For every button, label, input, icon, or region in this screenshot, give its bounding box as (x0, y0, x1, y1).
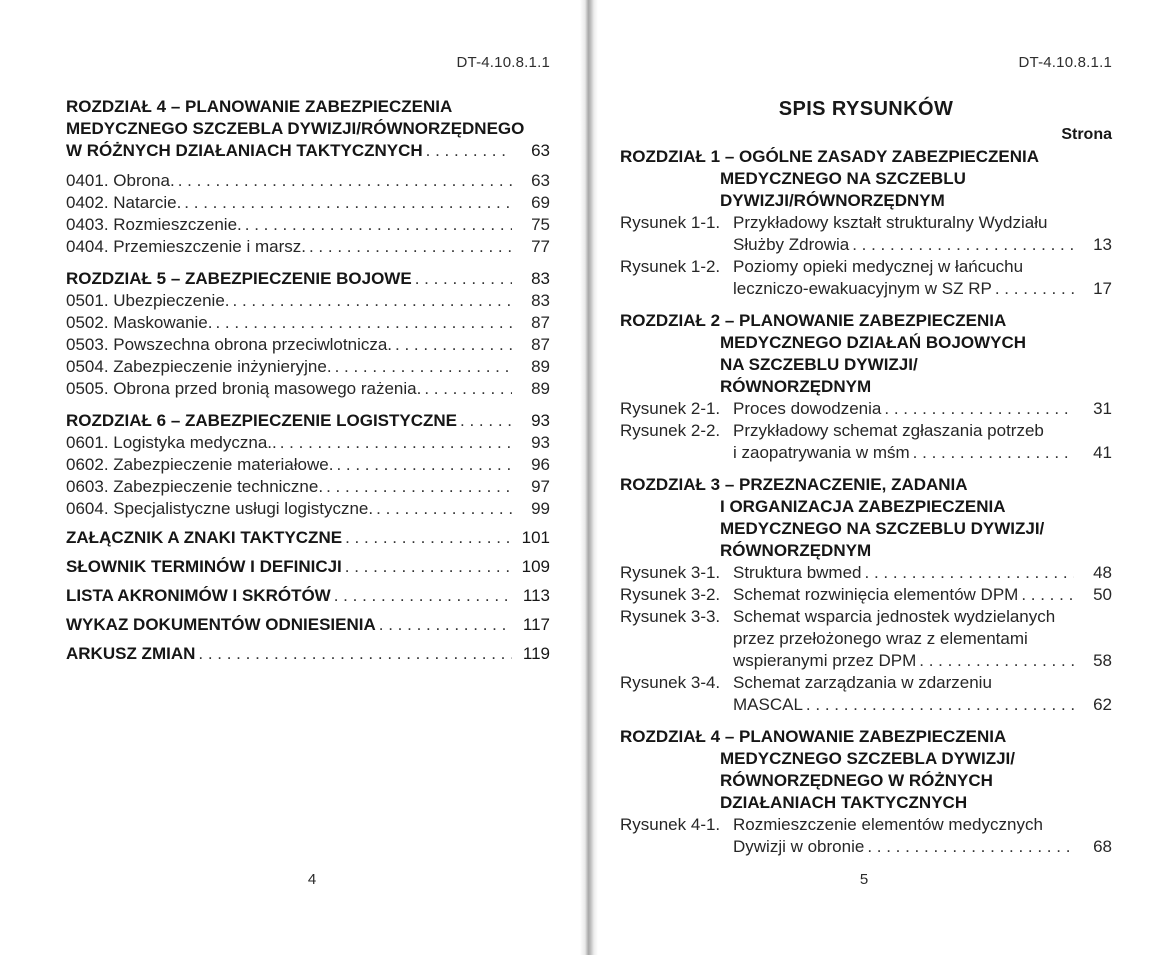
page-ref: 83 (531, 269, 550, 288)
entry-text: 0503. Powszechna obrona przeciwlotnicza. (66, 335, 393, 354)
page-ref: 62 (1093, 695, 1112, 714)
page-ref: 41 (1093, 443, 1112, 462)
page-ref: 31 (1093, 399, 1112, 418)
heading-line: ZAŁĄCZNIK A ZNAKI TAKTYCZNE (66, 528, 343, 547)
toc-glossary (66, 556, 550, 578)
page-ref: 13 (1093, 235, 1112, 254)
heading-line: DYWIZJI/RÓWNORZĘDNYM (720, 191, 945, 210)
dot-leader (395, 334, 512, 356)
entry-text: 0402. Natarcie. (66, 193, 182, 212)
lof-chapter-1-heading (620, 146, 1112, 212)
page-ref: 99 (531, 499, 550, 518)
figure-caption-line: MASCAL (733, 695, 803, 714)
lof-chapter-3-heading (620, 474, 1112, 562)
heading-line: LISTA AKRONIMÓW I SKRÓTÓW (66, 586, 331, 605)
figure-label: Rysunek 1-2. (620, 257, 721, 276)
dot-leader (334, 585, 512, 607)
figure-entry-4-1 (620, 814, 1112, 858)
figure-label: Rysunek 1-1. (620, 213, 721, 232)
page-ref: 68 (1093, 837, 1112, 856)
heading-line: MEDYCZNEGO NA SZCZEBLU (720, 169, 966, 188)
toc-entry-0504 (66, 356, 550, 378)
figure-caption-line: Poziomy opieki medycznej w łańcuchu (733, 257, 1024, 276)
dot-leader (806, 694, 1074, 716)
entry-text: 0401. Obrona. (66, 171, 175, 190)
toc-entry-0403 (66, 214, 550, 236)
entry-text: 0604. Specjalistyczne usługi logistyczne. (66, 499, 374, 518)
toc-entry-0602 (66, 454, 550, 476)
toc-change-sheet (66, 643, 550, 665)
figure-entry-2-2 (620, 420, 1112, 464)
figure-caption-line: Proces dowodzenia (733, 399, 882, 418)
dot-leader (184, 192, 512, 214)
figure-label: Rysunek 3-1. (620, 563, 721, 582)
page-ref: 75 (531, 215, 550, 234)
page-ref: 101 (521, 528, 550, 547)
heading-line: MEDYCZNEGO SZCZEBLA DYWIZJI/RÓWNORZĘDNEGO (66, 119, 525, 138)
heading-line: I ORGANIZACJA ZABEZPIECZENIA (720, 497, 1006, 516)
toc-entry-0601 (66, 432, 550, 454)
figure-caption-line: wspieranymi przez DPM (733, 651, 917, 670)
table-of-contents (66, 96, 550, 665)
entry-text: 0602. Zabezpieczenie materiałowe. (66, 455, 334, 474)
dot-leader (326, 476, 512, 498)
heading-line: MEDYCZNEGO NA SZCZEBLU DYWIZJI/ (720, 519, 1045, 538)
figure-entry-3-1 (620, 562, 1112, 584)
dot-leader (884, 398, 1074, 420)
document-code: DT-4.10.8.1.1 (456, 54, 550, 71)
figure-entry-1-1 (620, 212, 1112, 256)
toc-entry-0502 (66, 312, 550, 334)
figure-caption-line: przez przełożonego wraz z elementami (733, 629, 1028, 648)
figure-caption-line: Schemat rozwinięcia elementów DPM (733, 585, 1019, 604)
dot-leader (852, 234, 1074, 256)
figure-caption-line: Schemat zarządzania w zdarzeniu (733, 673, 992, 692)
page-ref: 93 (531, 411, 550, 430)
dot-leader (309, 236, 512, 258)
figure-entry-3-2 (620, 584, 1112, 606)
page-ref: 117 (522, 615, 550, 634)
dot-leader (867, 836, 1074, 858)
heading-line: ROZDZIAŁ 5 – ZABEZPIECZENIE BOJOWE (66, 269, 412, 288)
figure-label: Rysunek 4-1. (620, 815, 721, 834)
figure-caption-line: Służby Zdrowia (733, 235, 850, 254)
figure-label: Rysunek 2-1. (620, 399, 721, 418)
page-ref: 96 (531, 455, 550, 474)
dot-leader (919, 650, 1074, 672)
page-ref: 89 (531, 379, 550, 398)
heading-line: ROZDZIAŁ 4 – PLANOWANIE ZABEZPIECZENIA (620, 727, 1007, 746)
figure-caption-line: Rozmieszczenie elementów medycznych (733, 815, 1043, 834)
dot-leader (460, 410, 512, 432)
page-ref: 87 (531, 313, 550, 332)
entry-text: 0404. Przemieszczenie i marsz. (66, 237, 306, 256)
figure-label: Rysunek 3-4. (620, 673, 721, 692)
toc-chapter-5-heading (66, 268, 550, 290)
heading-line: DZIAŁANIACH TAKTYCZNYCH (720, 793, 968, 812)
heading-line: ROZDZIAŁ 3 – PRZEZNACZENIE, ZADANIA (620, 475, 968, 494)
dot-leader (379, 614, 512, 636)
heading-line: NA SZCZEBLU DYWIZJI/ (720, 355, 918, 374)
page-ref: 69 (531, 193, 550, 212)
entry-text: 0504. Zabezpieczenie inżynieryjne. (66, 357, 332, 376)
entry-text: 0501. Ubezpieczenie. (66, 291, 230, 310)
figure-label: Rysunek 2-2. (620, 421, 721, 440)
dot-leader (178, 170, 512, 192)
page-ref: 83 (531, 291, 550, 310)
heading-line: WYKAZ DOKUMENTÓW ODNIESIENIA (66, 615, 376, 634)
dot-leader (345, 527, 512, 549)
right-page-number: 5 (859, 871, 869, 888)
figure-caption-line: i zaopatrywania w mśm (733, 443, 910, 462)
figure-caption-line: leczniczo-ewakuacyjnym w SZ RP (733, 279, 992, 298)
figure-caption-line: Schemat wsparcia jednostek wydzielanych (733, 607, 1056, 626)
heading-line: MEDYCZNEGO SZCZEBLA DYWIZJI/ (720, 749, 1015, 768)
toc-entry-0402 (66, 192, 550, 214)
figure-caption-line: Przykładowy schemat zgłaszania potrzeb (733, 421, 1044, 440)
figure-caption-line: Struktura bwmed (733, 563, 862, 582)
page-ref: 58 (1093, 651, 1112, 670)
dot-leader (913, 442, 1074, 464)
toc-annex-a (66, 527, 550, 549)
figure-label: Rysunek 3-2. (620, 585, 721, 604)
heading-line: RÓWNORZĘDNYM (720, 541, 872, 560)
toc-entry-0603 (66, 476, 550, 498)
page-ref: 63 (531, 141, 550, 160)
figure-entry-2-1 (620, 398, 1112, 420)
toc-entry-0404 (66, 236, 550, 258)
dot-leader (424, 378, 512, 400)
toc-entry-0503 (66, 334, 550, 356)
page-ref: 17 (1093, 279, 1112, 298)
figure-entry-1-2 (620, 256, 1112, 300)
page-ref: 87 (531, 335, 550, 354)
heading-line: RÓWNORZĘDNEGO W RÓŻNYCH (720, 771, 993, 790)
page-ref: 113 (522, 586, 550, 605)
figure-entry-3-4 (620, 672, 1112, 716)
dot-leader (336, 454, 512, 476)
page-gutter (580, 0, 598, 955)
entry-text: 0403. Rozmieszczenie. (66, 215, 242, 234)
left-page-number: 4 (307, 871, 317, 888)
dot-leader (215, 312, 512, 334)
toc-references (66, 614, 550, 636)
figure-caption-line: Przykładowy kształt strukturalny Wydziału (733, 213, 1048, 232)
column-header-strona: Strona (1061, 126, 1112, 143)
page-ref: 119 (522, 644, 550, 663)
page-ref: 93 (531, 433, 550, 452)
entry-text: 0601. Logistyka medyczna.. (66, 433, 277, 452)
heading-line: RÓWNORZĘDNYM (720, 377, 872, 396)
heading-line: W RÓŻNYCH DZIAŁANIACH TAKTYCZNYCH (66, 141, 423, 160)
document-code: DT-4.10.8.1.1 (1018, 54, 1112, 71)
page-ref: 77 (531, 237, 550, 256)
dot-leader (415, 268, 512, 290)
toc-entry-0401 (66, 170, 550, 192)
list-of-figures (620, 96, 1112, 858)
dot-leader (345, 556, 512, 578)
entry-text: 0502. Maskowanie. (66, 313, 213, 332)
page-ref: 89 (531, 357, 550, 376)
page-ref: 109 (521, 557, 550, 576)
toc-acronyms (66, 585, 550, 607)
heading-line: ROZDZIAŁ 6 – ZABEZPIECZENIE LOGISTYCZNE (66, 411, 458, 430)
heading-line: ROZDZIAŁ 4 – PLANOWANIE ZABEZPIECZENIA (66, 97, 453, 116)
heading-line: MEDYCZNEGO DZIAŁAŃ BOJOWYCH (720, 333, 1026, 352)
dot-leader (426, 140, 512, 162)
figure-entry-3-3 (620, 606, 1112, 672)
toc-entry-0501 (66, 290, 550, 312)
dot-leader (233, 290, 512, 312)
lof-chapter-4-heading (620, 726, 1112, 814)
page-title: SPIS RYSUNKÓW (778, 98, 954, 120)
lof-chapter-2-heading (620, 310, 1112, 398)
dot-leader (245, 214, 512, 236)
heading-line: ROZDZIAŁ 1 – OGÓLNE ZASADY ZABEZPIECZENIA (620, 147, 1040, 166)
toc-entry-0604 (66, 498, 550, 520)
dot-leader (280, 432, 512, 454)
entry-text: 0505. Obrona przed bronią masowego rażenia. (66, 379, 422, 398)
dot-leader (335, 356, 512, 378)
page-ref: 63 (531, 171, 550, 190)
figure-label: Rysunek 3-3. (620, 607, 721, 626)
toc-entry-0505 (66, 378, 550, 400)
page-ref: 97 (531, 477, 550, 496)
heading-line: ROZDZIAŁ 2 – PLANOWANIE ZABEZPIECZENIA (620, 311, 1007, 330)
dot-leader (865, 562, 1075, 584)
figure-caption-line: Dywizji w obronie (733, 837, 865, 856)
heading-line: ARKUSZ ZMIAN (66, 644, 196, 663)
dot-leader (376, 498, 512, 520)
dot-leader (995, 278, 1074, 300)
heading-line: SŁOWNIK TERMINÓW I DEFINICJI (66, 557, 342, 576)
entry-text: 0603. Zabezpieczenie techniczne. (66, 477, 324, 496)
page-ref: 50 (1093, 585, 1112, 604)
dot-leader (1021, 584, 1074, 606)
page-ref: 48 (1093, 563, 1112, 582)
toc-chapter-6-heading (66, 410, 550, 432)
dot-leader (198, 643, 512, 665)
toc-chapter-4-heading (66, 96, 550, 162)
